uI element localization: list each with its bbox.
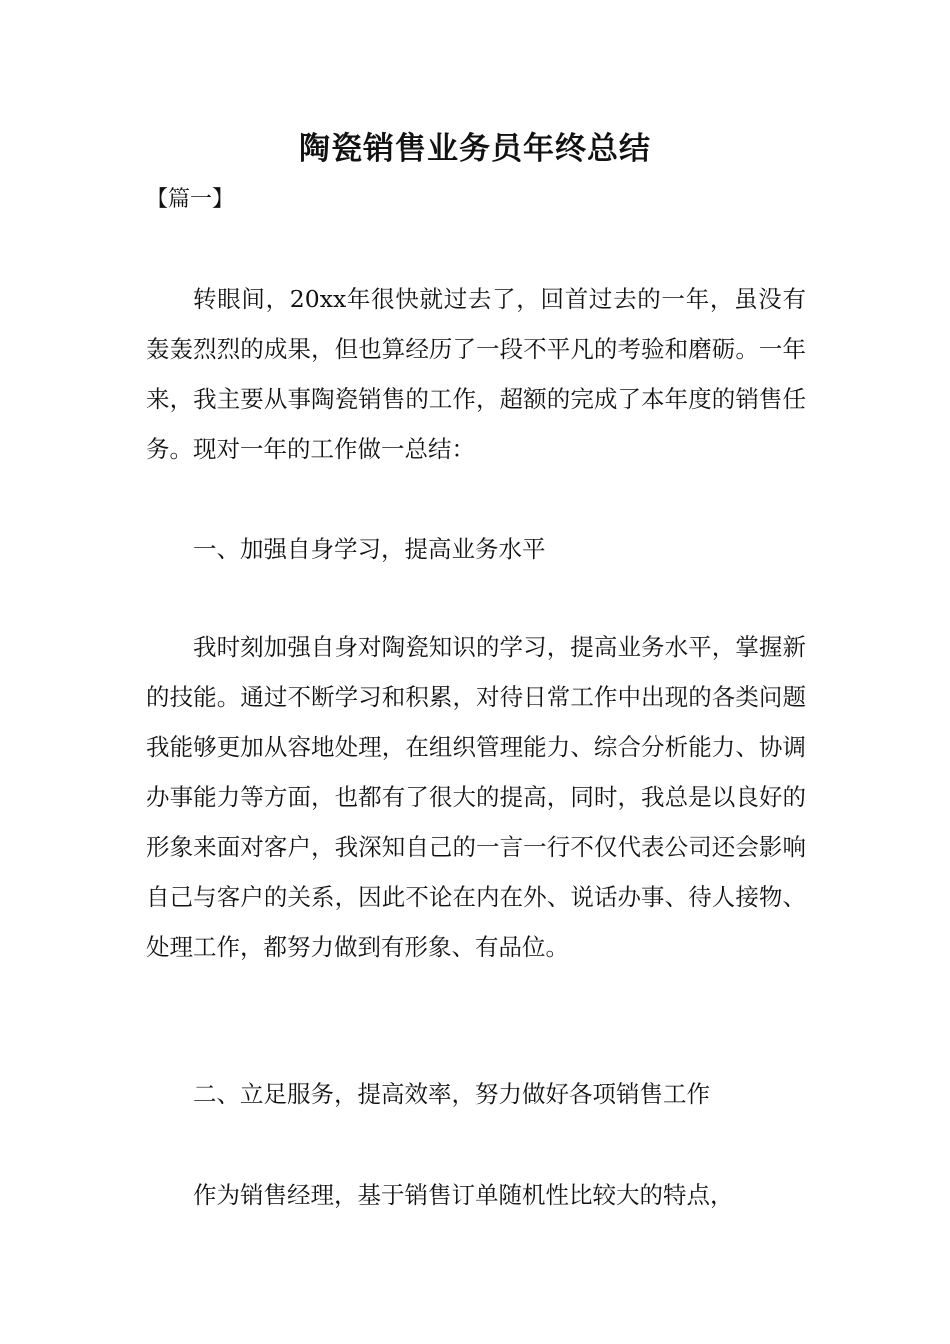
document-title: 陶瓷销售业务员年终总结 — [299, 131, 651, 167]
section-tag: 【篇一】 — [146, 187, 235, 212]
paragraph-service: 作为销售经理，基于销售订单随机性比较大的特点， — [193, 1181, 734, 1209]
paragraph-intro: 转眼间，20xx年很快就过去了，回首过去的一年，虽没有轰轰烈烈的成果，但也算经历了一段不平凡的考验和磨砺。一年来，我主要从事陶瓷销售的工作，超额的完成了本年度的销售任务。现对一年的工作做一总结： — [146, 285, 806, 463]
heading-2: 二、立足服务，提高效率，努力做好各项销售工作 — [193, 1080, 710, 1108]
paragraph-learning: 我时刻加强自身对陶瓷知识的学习，提高业务水平，掌握新的技能。通过不断学习和积累，对待日常工作中出现的各类问题我能够更加从容地处理，在组织管理能力、综合分析能力、协调办事能力等方面，也都有了很大的提高，同时，我总是以良好的形象来面对客户，我深知自己的一言一行不仅代表公司还会影响自己与客户的关系，因此不论在内在外、说话办事、待人接物、处理工作，都努力做到有形象、有品位。 — [146, 633, 806, 961]
heading-1: 一、加强自身学习，提高业务水平 — [193, 535, 546, 563]
